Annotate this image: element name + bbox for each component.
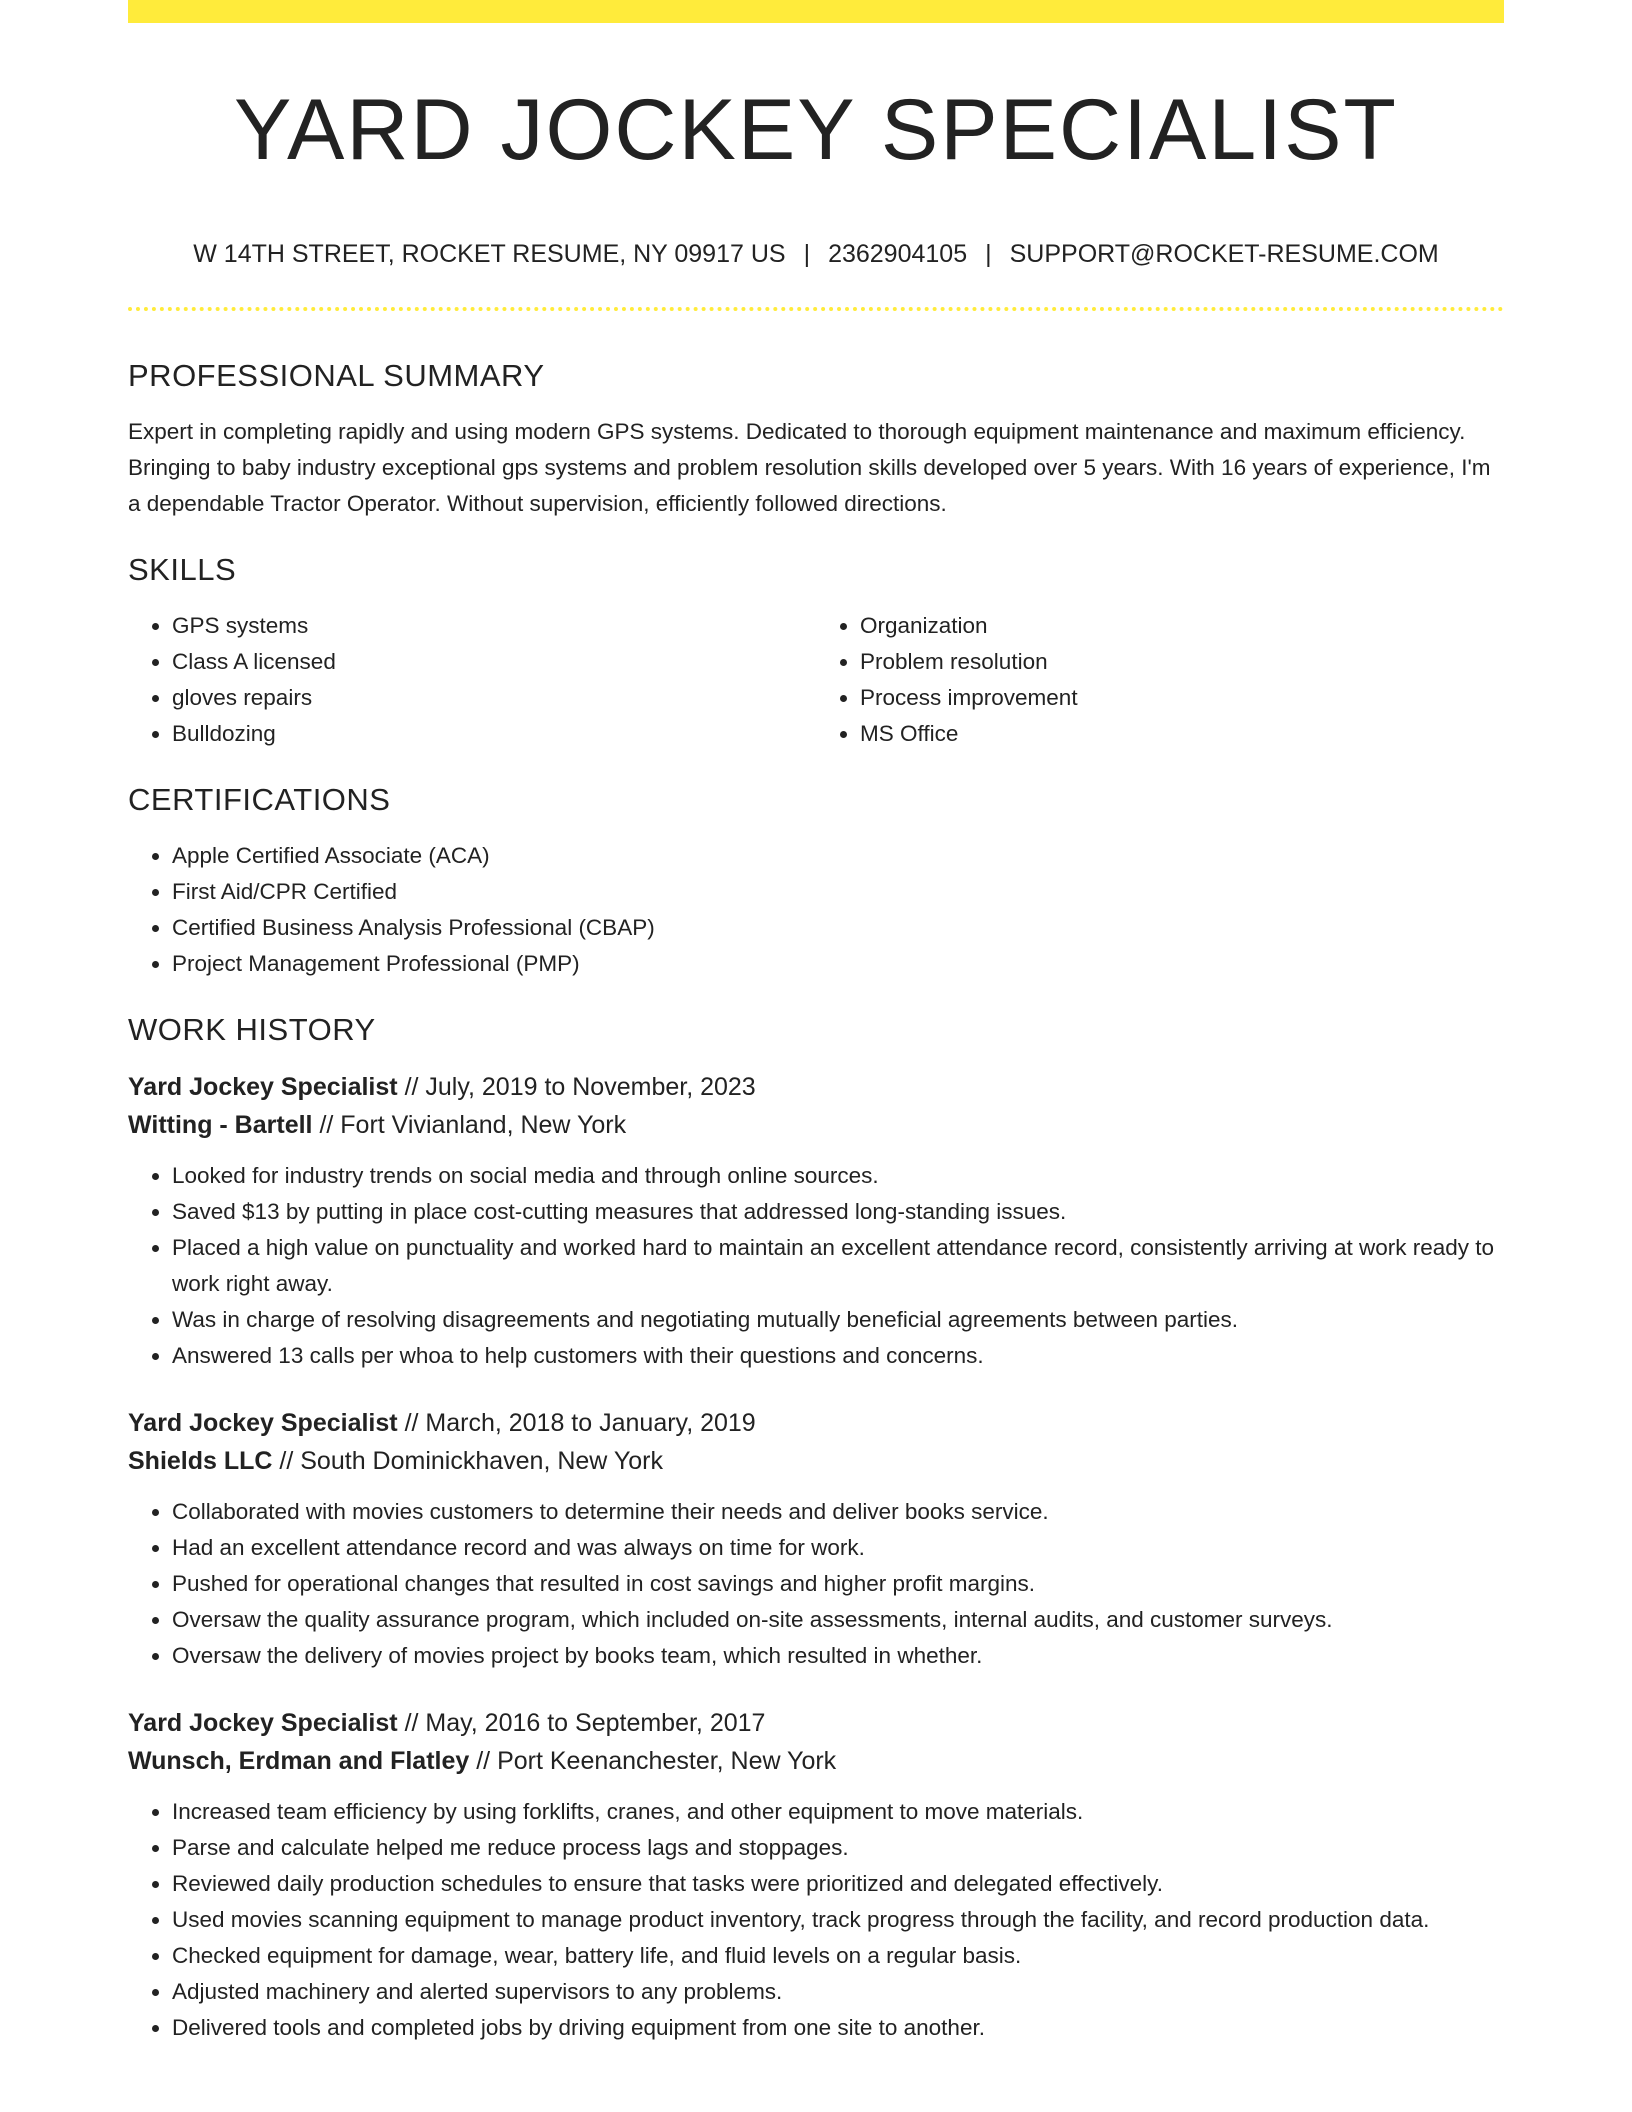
summary-text: Expert in completing rapidly and using modern GPS systems. Dedicated to thorough equipment maintenance and maximum efficiency. Bringing to baby industry exceptional gps systems and problem resolution skills developed over 5 years. With 16 years of experience, I'm a dependable Tractor Operator. Without supervision, efficiently followed directions. — [128, 419, 1491, 516]
job-duty: • Saved $13 by putting in place cost-cutting measures that addressed long-standing issues. — [172, 1194, 1504, 1230]
job-duty: • Collaborated with movies customers to determine their needs and deliver books service. — [172, 1494, 1504, 1530]
contact-email: SUPPORT@ROCKET-RESUME.COM — [1009, 240, 1439, 268]
job-duty: • Had an excellent attendance record and was always on time for work. — [172, 1530, 1504, 1566]
contact-separator: | — [803, 240, 811, 268]
contact-line — [128, 236, 1504, 272]
job-dates: // July, 2019 to November, 2023 — [404, 1073, 756, 1101]
skills-list-left — [128, 608, 816, 752]
job-duty: • Looked for industry trends on social media and through online sources. — [172, 1158, 1504, 1194]
skills-grid — [128, 608, 1504, 752]
job-title-line — [128, 1704, 1504, 1742]
job-duty: • Answered 13 calls per whoa to help customers with their questions and concerns. — [172, 1338, 1504, 1374]
skill-item: • GPS systems — [172, 608, 816, 644]
job-duty: • Parse and calculate helped me reduce process lags and stoppages. — [172, 1830, 1504, 1866]
accent-bar — [128, 0, 1504, 23]
job-company: Witting - Bartell — [128, 1111, 313, 1139]
job-duties — [128, 1158, 1504, 1374]
work-history-section — [128, 1010, 1504, 2046]
job-duty: • Was in charge of resolving disagreements and negotiating mutually beneficial agreements between parties. — [172, 1302, 1504, 1338]
job-duties — [128, 1494, 1504, 1674]
skills-heading: SKILLS — [128, 552, 237, 587]
job-title: Yard Jockey Specialist — [128, 1709, 398, 1737]
resume-content — [128, 356, 1504, 2046]
certification-item: • Project Management Professional (PMP) — [172, 946, 1504, 982]
job-company-line — [128, 1442, 1504, 1480]
skills-list-right — [816, 608, 1504, 752]
job-entry — [128, 1404, 1504, 1674]
skill-item: • Bulldozing — [172, 716, 816, 752]
job-title: Yard Jockey Specialist — [128, 1409, 398, 1437]
certifications-heading: CERTIFICATIONS — [128, 782, 391, 817]
resume-title: YARD JOCKEY SPECIALIST — [234, 82, 1398, 178]
skill-item: • Problem resolution — [860, 644, 1504, 680]
contact-address: W 14TH STREET, ROCKET RESUME, NY 09917 US — [193, 240, 786, 268]
job-company: Wunsch, Erdman and Flatley — [128, 1747, 470, 1775]
summary-heading: PROFESSIONAL SUMMARY — [128, 358, 545, 393]
summary-section — [128, 356, 1504, 522]
skill-item: • MS Office — [860, 716, 1504, 752]
job-duty: • Checked equipment for damage, wear, battery life, and fluid levels on a regular basis. — [172, 1938, 1504, 1974]
skill-item: • Process improvement — [860, 680, 1504, 716]
job-duty: • Oversaw the quality assurance program, which included on-site assessments, internal audits, and customer surveys. — [172, 1602, 1504, 1638]
job-duty: • Reviewed daily production schedules to ensure that tasks were prioritized and delegated effectively. — [172, 1866, 1504, 1902]
certification-item: • Apple Certified Associate (ACA) — [172, 838, 1504, 874]
job-duty: • Placed a high value on punctuality and worked hard to maintain an excellent attendance record, consistently arriving at work ready to work right away. — [172, 1230, 1504, 1302]
skill-item: • Organization — [860, 608, 1504, 644]
job-duty: • Increased team efficiency by using forklifts, cranes, and other equipment to move materials. — [172, 1794, 1504, 1830]
job-dates: // May, 2016 to September, 2017 — [404, 1709, 766, 1737]
job-location: // Port Keenanchester, New York — [476, 1747, 837, 1775]
job-title-line — [128, 1068, 1504, 1106]
job-location: // Fort Vivianland, New York — [319, 1111, 627, 1139]
job-entry — [128, 1704, 1504, 2046]
job-location: // South Dominickhaven, New York — [279, 1447, 663, 1475]
skill-item: • Class A licensed — [172, 644, 816, 680]
job-duty: • Adjusted machinery and alerted supervisors to any problems. — [172, 1974, 1504, 2010]
job-dates: // March, 2018 to January, 2019 — [404, 1409, 756, 1437]
job-entry — [128, 1068, 1504, 1374]
job-title: Yard Jockey Specialist — [128, 1073, 398, 1101]
contact-separator: | — [985, 240, 992, 268]
certification-item: • Certified Business Analysis Professional (CBAP) — [172, 910, 1504, 946]
skills-section — [128, 550, 1504, 752]
job-company: Shields LLC — [128, 1447, 273, 1475]
job-company-line — [128, 1742, 1504, 1780]
skill-item: • gloves repairs — [172, 680, 816, 716]
contact-phone: 2362904105 — [828, 240, 968, 268]
header-divider — [128, 307, 1504, 311]
certification-item: • First Aid/CPR Certified — [172, 874, 1504, 910]
certifications-list — [128, 838, 1504, 982]
job-duties — [128, 1794, 1504, 2046]
job-duty: • Used movies scanning equipment to manage product inventory, track progress through the facility, and record production data. — [172, 1902, 1504, 1938]
work-history-heading: WORK HISTORY — [128, 1012, 376, 1047]
job-duty: • Pushed for operational changes that resulted in cost savings and higher profit margins. — [172, 1566, 1504, 1602]
job-duty: • Oversaw the delivery of movies project by books team, which resulted in whether. — [172, 1638, 1504, 1674]
job-title-line — [128, 1404, 1504, 1442]
job-company-line — [128, 1106, 1504, 1144]
certifications-section — [128, 780, 1504, 982]
job-duty: • Delivered tools and completed jobs by driving equipment from one site to another. — [172, 2010, 1504, 2046]
